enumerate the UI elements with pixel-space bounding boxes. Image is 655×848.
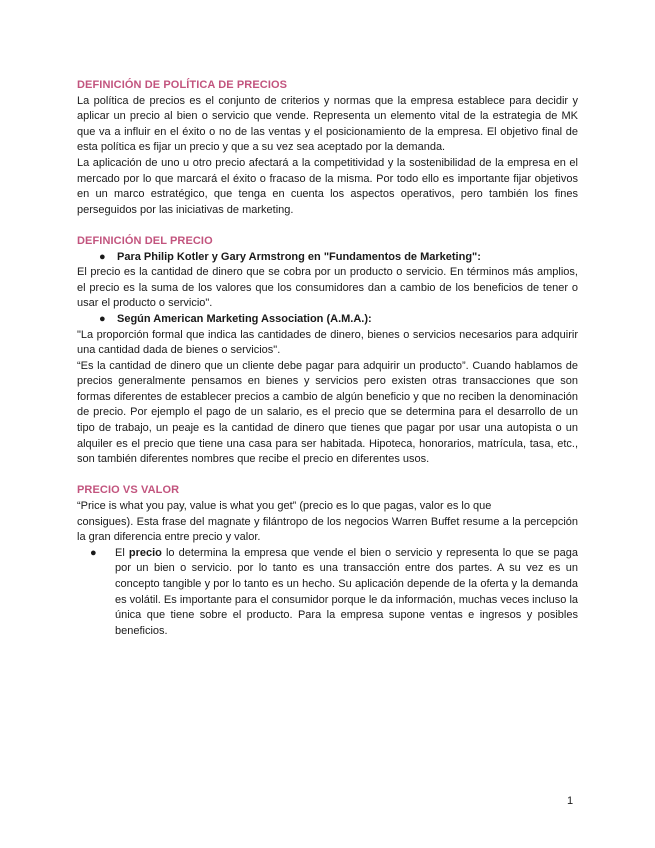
paragraph: El precio es la cantidad de dinero que se cobra por un producto o servicio. En términos más amplios, el precio es la suma de los valores que los consumidores dan a cambio de los beneficios de tener o usar el producto o servicio". xyxy=(77,266,578,310)
bullet-item xyxy=(77,546,578,640)
bullet-item xyxy=(77,250,578,266)
bullet-item xyxy=(77,312,578,328)
paragraph: “Es la cantidad de dinero que un cliente debe pagar para adquirir un producto”. Cuando hablamos de precios generalmente pensamos en bienes y servicios pero existen otras transacciones que son formas diferentes de establecer precios a cambio de algún beneficio y que no reciben la denominación de precio. Por ejemplo el pago de un salario, es el precio que se determina para el desarrollo de un tipo de trabajo, un peaje es la cantidad de dinero que tienes que pagar por usar una autopista o un alquiler es el precio que tiene una casa para ser habitada. Hipoteca, honorarios, matrícula, tasa, etc., son también diferentes nombres que recibe el precio en diferentes usos. xyxy=(77,359,578,466)
section-heading-price-definition: DEFINICIÓN DEL PRECIO xyxy=(77,234,213,247)
bullet-text: Para Philip Kotler y Gary Armstrong en "Fundamentos de Marketing": xyxy=(117,250,481,263)
bullet-icon: ● xyxy=(90,546,97,559)
section-heading-price-vs-value: PRECIO VS VALOR xyxy=(77,484,180,497)
paragraph: La aplicación de uno u otro precio afectará a la competitividad y la sostenibilidad de la empresa en el mercado por lo que marcará el éxito o fracaso de la misma. Por todo ello es importante fijar objetivos en un marco estratégico, que tenga en cuenta los aspectos operativos, pero también los fines perseguidos por las iniciativas de marketing. xyxy=(77,156,578,216)
page-number: 1 xyxy=(567,795,574,807)
document-page xyxy=(77,78,578,639)
paragraph: consigues). Esta frase del magnate y filántropo de los negocios Warren Buffet resume a la percepción la gran diferencia entre precio y valor. xyxy=(77,515,578,544)
bullet-text: lo determina la empresa que vende el bien o servicio y representa lo que se paga por un bien o servicio. por lo tanto es una transacción entre dos partes. A su vez es un concepto tangible y por lo tanto es un hecho. Su aplicación depende de la oferta y la demanda es volátil. Es importante para el consumidor porque le da información, muchas veces incluso la única que tiene sobre el producto. Para la empresa supone ventas e ingresos y posibles beneficios. xyxy=(115,546,579,637)
bullet-intro: El xyxy=(115,546,125,559)
paragraph: La política de precios es el conjunto de criterios y normas que la empresa establece para decidir y aplicar un precio al bien o servicio que vende. Representa un elemento vital de la estrategia de MK que va a influir en el éxito o no de las ventas y el posicionamiento de la empresa. El objetivo final de esta política es fijar un precio y que a su vez sea aceptado por la demanda. xyxy=(77,94,578,154)
paragraph: "La proporción formal que indica las cantidades de dinero, bienes o servicios necesarios para adquirir una cantidad dada de bienes o servicios". xyxy=(77,328,578,357)
bullet-icon: ● xyxy=(99,250,106,263)
quote-line: “Price is what you pay, value is what you get” (precio es lo que pagas, valor es lo que xyxy=(77,500,492,513)
bullet-icon: ● xyxy=(99,312,106,325)
section-heading-pricing-policy: DEFINICIÓN DE POLÍTICA DE PRECIOS xyxy=(77,79,288,91)
bullet-keyword: precio xyxy=(128,546,162,559)
bullet-text: Según American Marketing Association (A.M.A.): xyxy=(117,312,372,325)
